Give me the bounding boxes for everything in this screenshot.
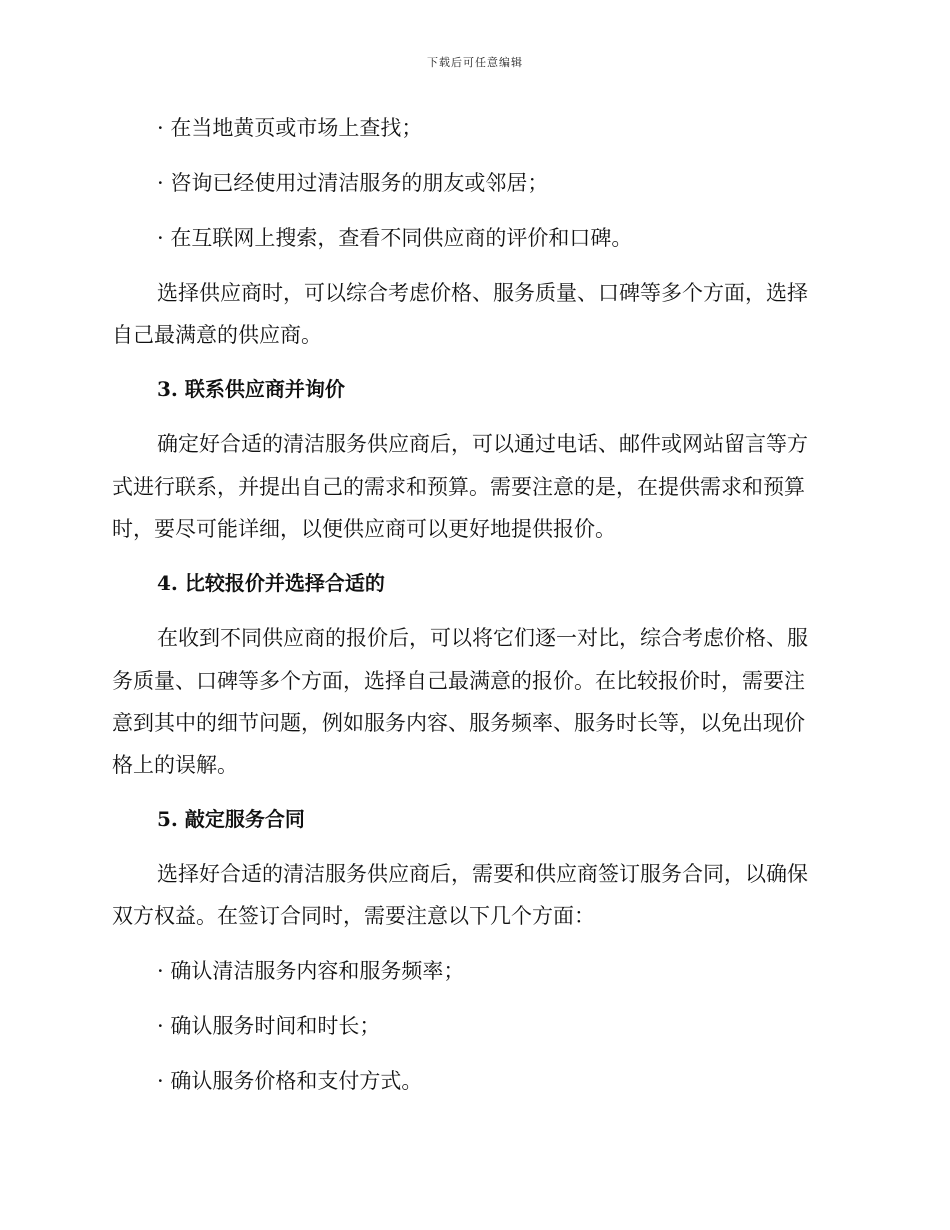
bullet-item: · 确认服务价格和支付方式。 xyxy=(157,1069,423,1093)
bullet-item: · 咨询已经使用过清洁服务的朋友或邻居； xyxy=(157,171,549,195)
paragraph-line: 格上的误解。 xyxy=(112,753,238,777)
page-header: 下载后可任意编辑 xyxy=(427,56,523,69)
bullet-item: · 在当地黄页或市场上查找； xyxy=(157,116,423,140)
paragraph-line: 选择供应商时，可以综合考虑价格、服务质量、口碑等多个方面，选择 xyxy=(157,281,808,305)
section-heading: 5. 敲定服务合同 xyxy=(157,807,305,831)
paragraph-line: 意到其中的细节问题，例如服务内容、服务频率、服务时长等，以免出现价 xyxy=(112,711,805,735)
paragraph-line: 时，要尽可能详细，以便供应商可以更好地提供报价。 xyxy=(112,517,616,541)
paragraph-line: 务质量、口碑等多个方面，选择自己最满意的报价。在比较报价时，需要注 xyxy=(112,669,805,693)
bullet-item: · 在互联网上搜索，查看不同供应商的评价和口碑。 xyxy=(157,226,633,250)
paragraph-line: 选择好合适的清洁服务供应商后，需要和供应商签订服务合同，以确保 xyxy=(157,862,808,886)
bullet-item: · 确认服务时间和时长； xyxy=(157,1014,381,1038)
section-heading: 3. 联系供应商并询价 xyxy=(157,377,345,401)
paragraph-line: 式进行联系，并提出自己的需求和预算。需要注意的是，在提供需求和预算 xyxy=(112,475,805,499)
paragraph-line: 在收到不同供应商的报价后，可以将它们逐一对比，综合考虑价格、服 xyxy=(157,626,808,650)
bullet-item: · 确认清洁服务内容和服务频率； xyxy=(157,959,465,983)
section-heading: 4. 比较报价并选择合适的 xyxy=(157,571,385,595)
paragraph-line: 自己最满意的供应商。 xyxy=(112,323,322,347)
paragraph-line: 双方权益。在签订合同时，需要注意以下几个方面： xyxy=(112,904,595,928)
paragraph-line: 确定好合适的清洁服务供应商后，可以通过电话、邮件或网站留言等方 xyxy=(157,432,808,456)
